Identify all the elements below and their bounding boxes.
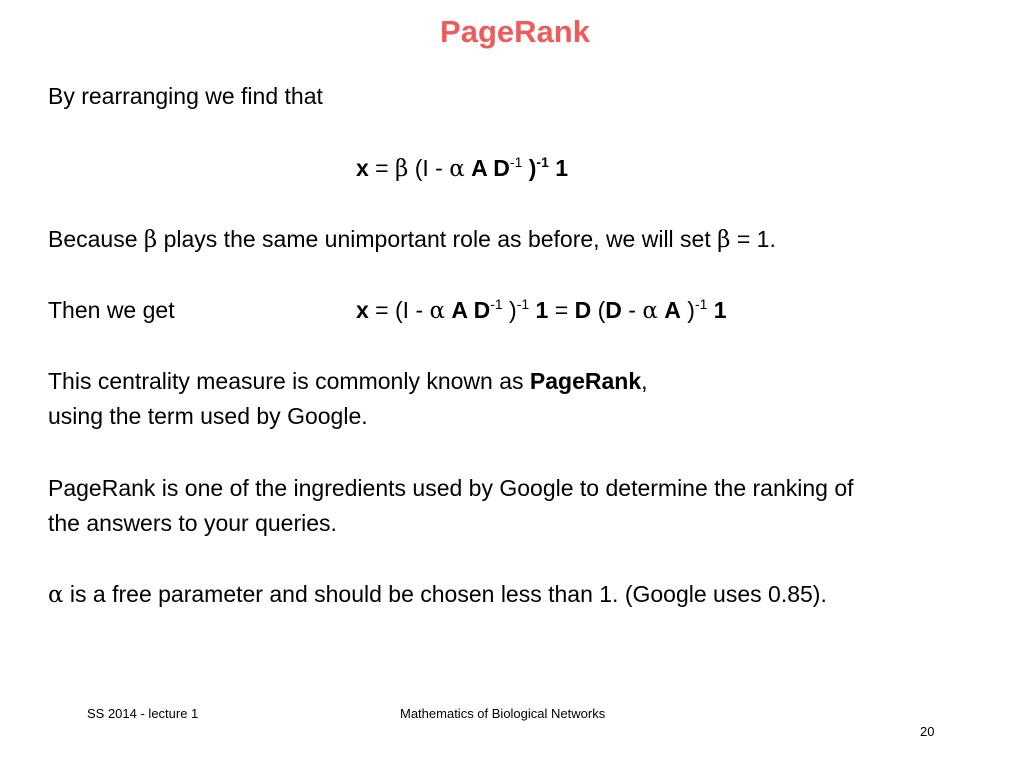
footer-lecture: SS 2014 - lecture 1 bbox=[87, 706, 199, 721]
eq2-minus: - bbox=[621, 297, 643, 323]
centrality-part-1: This centrality measure is commonly known as bbox=[48, 368, 530, 394]
eq1-one: 1 bbox=[548, 155, 569, 181]
ingredients-text: PageRank is one of the ingredients used by Google to determine the ranking of bbox=[48, 475, 854, 501]
eq2-close-1: ) bbox=[502, 297, 517, 323]
google-term-text: using the term used by Google. bbox=[48, 403, 368, 429]
equation-1 bbox=[356, 155, 568, 182]
eq1-close: ) bbox=[522, 155, 537, 181]
intro-text: By rearranging we find that bbox=[48, 83, 323, 109]
eq2-D2: D bbox=[574, 297, 592, 323]
eq1-exp-2: -1 bbox=[536, 154, 549, 170]
slide-title: PageRank bbox=[440, 14, 590, 49]
eq1-x: x bbox=[356, 155, 369, 181]
eq2-exp-1: -1 bbox=[490, 296, 503, 312]
alpha-symbol: α bbox=[429, 298, 446, 324]
eq2-open: ( bbox=[591, 297, 606, 323]
eq2-exp-3: -1 bbox=[694, 296, 708, 312]
because-part-3: = 1. bbox=[730, 226, 776, 252]
centrality-text bbox=[48, 368, 648, 395]
alpha-symbol: α bbox=[642, 298, 658, 324]
queries-text: the answers to your queries. bbox=[48, 510, 337, 536]
eq2-equals-2: = bbox=[548, 297, 575, 323]
eq1-exp-1: -1 bbox=[509, 154, 523, 170]
beta-symbol: β bbox=[395, 156, 409, 182]
alpha-parameter-text bbox=[48, 581, 827, 608]
eq2-one-1: 1 bbox=[529, 297, 549, 323]
eq2-x: x bbox=[356, 297, 369, 323]
pagerank-term: PageRank bbox=[529, 368, 642, 394]
eq2-A2: A bbox=[657, 297, 681, 323]
because-part-2: plays the same unimportant role as before, we will set bbox=[157, 226, 718, 252]
eq2-D3: D bbox=[605, 297, 622, 323]
eq2-one-2: 1 bbox=[707, 297, 727, 323]
eq2-D: D bbox=[467, 297, 491, 323]
because-text bbox=[48, 226, 776, 253]
eq1-open: (I - bbox=[408, 155, 450, 181]
eq2-exp-2: -1 bbox=[516, 296, 530, 312]
eq1-D: D bbox=[486, 155, 510, 181]
eq2-close-2: ) bbox=[680, 297, 695, 323]
eq1-equals: = bbox=[368, 155, 396, 181]
then-label: Then we get bbox=[48, 297, 175, 323]
alpha-symbol: α bbox=[449, 156, 465, 182]
eq2-equals: = (I - bbox=[368, 297, 430, 323]
eq2-A: A bbox=[445, 297, 468, 323]
centrality-part-2: , bbox=[641, 368, 648, 394]
alpha-parameter-desc: is a free parameter and should be chosen less than 1. (Google uses 0.85). bbox=[63, 581, 827, 607]
page-number: 20 bbox=[920, 724, 935, 739]
alpha-symbol: α bbox=[48, 582, 64, 608]
footer-course: Mathematics of Biological Networks bbox=[400, 706, 606, 721]
beta-symbol: β bbox=[143, 227, 158, 253]
eq1-A: A bbox=[464, 155, 487, 181]
beta-symbol: β bbox=[717, 227, 731, 253]
equation-2 bbox=[356, 297, 727, 324]
because-part-1: Because bbox=[48, 226, 144, 252]
